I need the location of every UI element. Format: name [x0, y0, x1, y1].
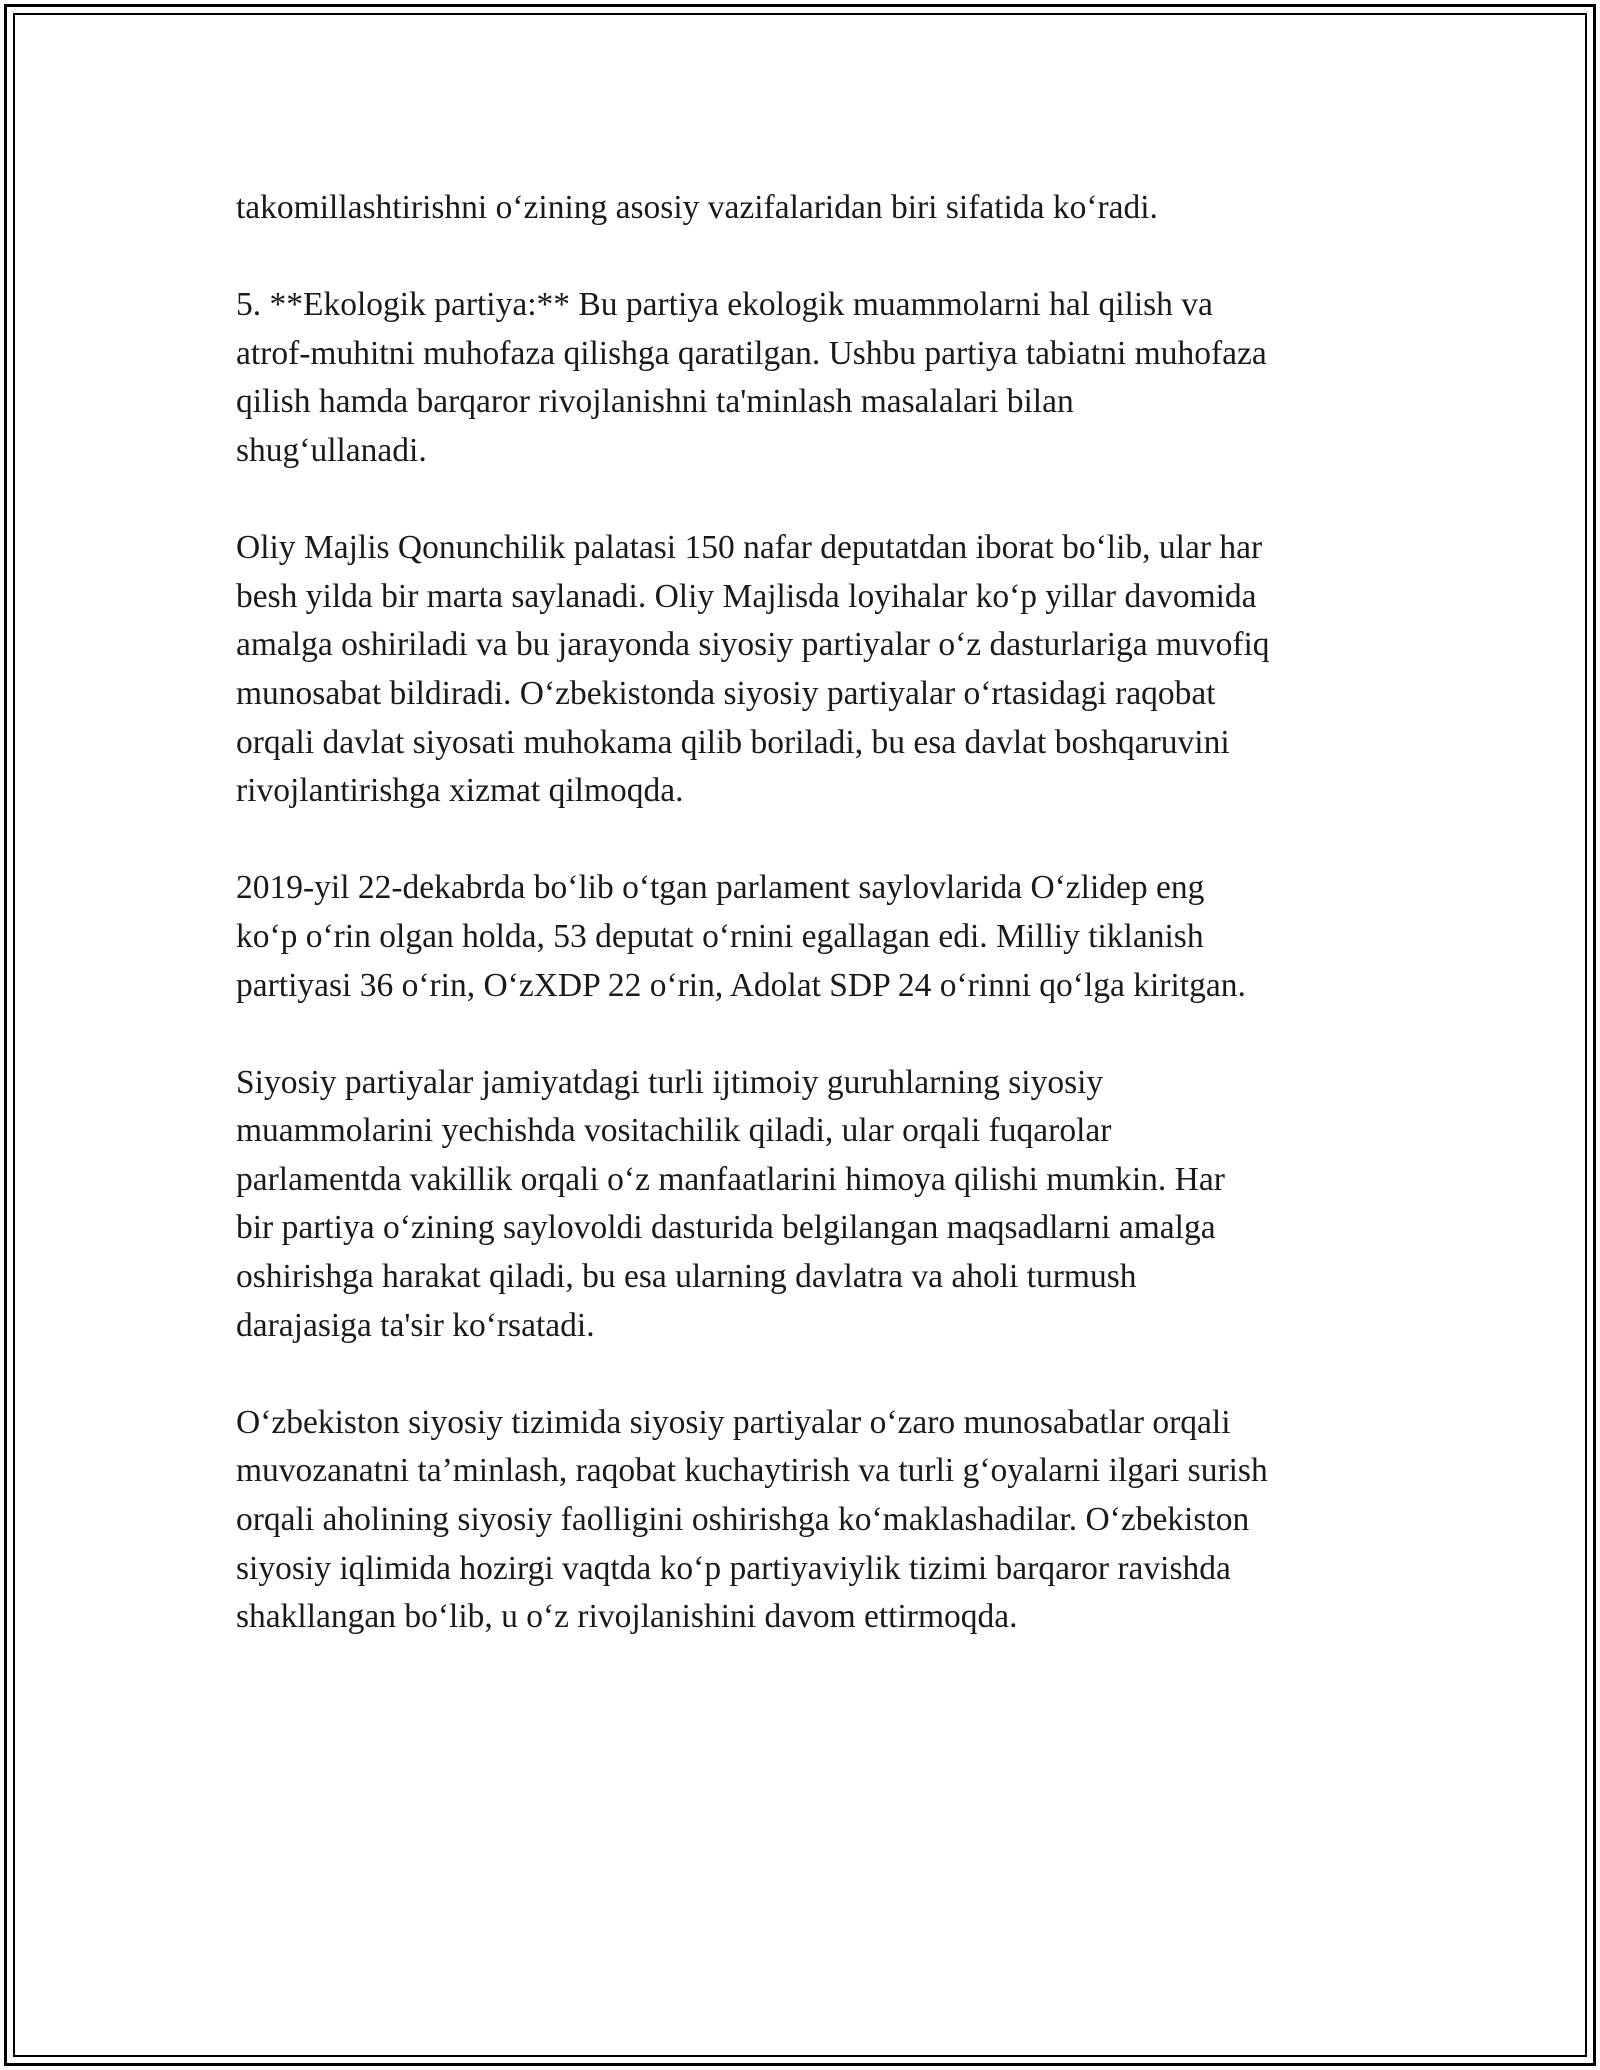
text-line: shug‘ullanadi. [236, 431, 427, 469]
text-line: atrof-muhitni muhofaza qilishga qaratilgan. Ushbu partiya tabiatni muhofaza [236, 334, 1267, 372]
text-line: 5. **Ekologik partiya:** Bu partiya ekologik muammolarni hal qilish va [236, 286, 1213, 324]
paragraph-gap [236, 476, 1376, 525]
paragraph-3 [236, 524, 1376, 816]
text-line: munosabat bildiradi. O‘zbekistonda siyosiy partiyalar o‘rtasidagi raqobat [236, 674, 1216, 712]
paragraph-2 [236, 281, 1376, 475]
paragraph-6 [236, 1399, 1376, 1642]
paragraph-1 [236, 184, 1376, 233]
paragraph-5 [236, 1059, 1376, 1351]
text-line: muvozanatni ta’minlash, raqobat kuchaytirish va turli g‘oyalarni ilgari surish [236, 1452, 1268, 1490]
text-line: qilish hamda barqaror rivojlanishni ta'minlash masalalari bilan [236, 383, 1074, 421]
paragraph-4 [236, 864, 1376, 1010]
text-line: bir partiya o‘zining saylovoldi dasturida belgilangan maqsadlarni amalga [236, 1209, 1216, 1247]
text-line: O‘zbekiston siyosiy tizimida siyosiy partiyalar o‘zaro munosabatlar orqali [236, 1403, 1231, 1441]
paragraph-gap [236, 1010, 1376, 1059]
text-line: siyosiy iqlimida hozirgi vaqtda ko‘p partiyaviylik tizimi barqaror ravishda [236, 1549, 1231, 1587]
text-line: oshirishga harakat qiladi, bu esa ularning davlatra va aholi turmush [236, 1258, 1137, 1296]
text-line: amalga oshiriladi va bu jarayonda siyosiy partiyalar o‘z dasturlariga muvofiq [236, 626, 1270, 664]
text-line: orqali davlat siyosati muhokama qilib boriladi, bu esa davlat boshqaruvini [236, 723, 1230, 761]
text-line: rivojlantirishga xizmat qilmoqda. [236, 772, 684, 810]
text-line: besh yilda bir marta saylanadi. Oliy Majlisda loyihalar ko‘p yillar davomida [236, 577, 1257, 615]
text-line: 2019-yil 22-dekabrda bo‘lib o‘tgan parlament saylovlarida O‘zlidep eng [236, 869, 1205, 907]
paragraph-gap [236, 1350, 1376, 1399]
text-line: ko‘p o‘rin olgan holda, 53 deputat o‘rnini egallagan edi. Milliy tiklanish [236, 917, 1204, 955]
text-line: shakllangan bo‘lib, u o‘z rivojlanishini davom ettirmoqda. [236, 1598, 1018, 1636]
text-line: Oliy Majlis Qonunchilik palatasi 150 nafar deputatdan iborat bo‘lib, ular har [236, 529, 1263, 567]
text-line: muammolarini yechishda vositachilik qiladi, ular orqali fuqarolar [236, 1112, 1112, 1150]
paragraph-gap [236, 233, 1376, 282]
document-body [236, 184, 1376, 1642]
text-line: takomillashtirishni o‘zining asosiy vazifalaridan biri sifatida ko‘radi. [236, 189, 1158, 226]
text-line: parlamentda vakillik orqali o‘z manfaatlarini himoya qilishi mumkin. Har [236, 1160, 1225, 1198]
paragraph-gap [236, 816, 1376, 865]
text-line: Siyosiy partiyalar jamiyatdagi turli ijtimoiy guruhlarning siyosiy [236, 1063, 1104, 1101]
text-line: partiyasi 36 o‘rin, O‘zXDP 22 o‘rin, Adolat SDP 24 o‘rinni qo‘lga kiritgan. [236, 966, 1246, 1004]
text-line: darajasiga ta'sir ko‘rsatadi. [236, 1306, 595, 1344]
text-line: orqali aholining siyosiy faolligini oshirishga ko‘maklashadilar. O‘zbekiston [236, 1501, 1250, 1539]
